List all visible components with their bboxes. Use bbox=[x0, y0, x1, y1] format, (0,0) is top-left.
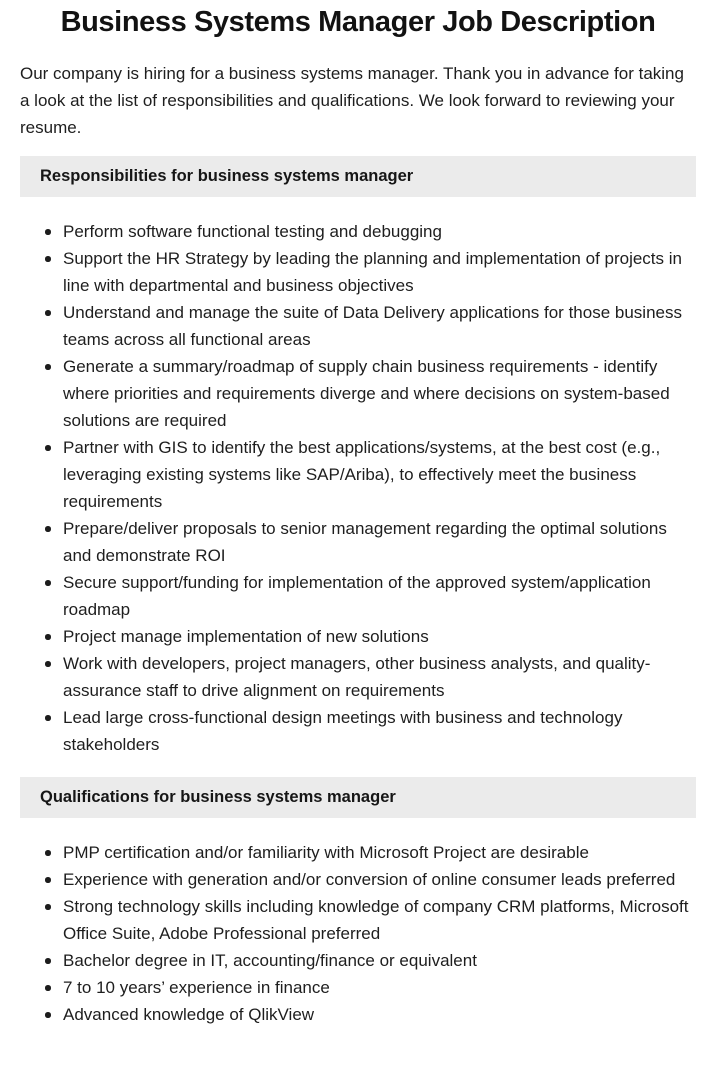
intro-paragraph: Our company is hiring for a business systems manager. Thank you in advance for taking a look at the list of responsibilities and qualifications. We look forward to reviewing your resume. bbox=[20, 64, 684, 137]
page-title: Business Systems Manager Job Description bbox=[60, 6, 656, 38]
list-item: Experience with generation and/or conversion of online consumer leads preferred bbox=[44, 866, 696, 893]
list-item: Understand and manage the suite of Data Delivery applications for those business teams across all functional areas bbox=[44, 299, 696, 353]
section-heading-responsibilities: Responsibilities for business systems manager bbox=[20, 156, 696, 197]
list-item: Lead large cross-functional design meetings with business and technology stakeholders bbox=[44, 704, 696, 758]
list-item: Bachelor degree in IT, accounting/finance or equivalent bbox=[44, 947, 696, 974]
list-item: Work with developers, project managers, other business analysts, and quality-assurance staff to drive alignment on requirements bbox=[44, 650, 696, 704]
list-item: Secure support/funding for implementation of the approved system/application roadmap bbox=[44, 569, 696, 623]
list-item: PMP certification and/or familiarity with Microsoft Project are desirable bbox=[44, 839, 696, 866]
list-item: Prepare/deliver proposals to senior management regarding the optimal solutions and demonstrate ROI bbox=[44, 515, 696, 569]
list-item: 7 to 10 years’ experience in finance bbox=[44, 974, 696, 1001]
list-item: Partner with GIS to identify the best applications/systems, at the best cost (e.g., leveraging existing systems like SAP/Ariba), to effectively meet the business requirements bbox=[44, 434, 696, 515]
list-item: Strong technology skills including knowledge of company CRM platforms, Microsoft Office Suite, Adobe Professional preferred bbox=[44, 893, 696, 947]
list-item: Perform software functional testing and debugging bbox=[44, 218, 696, 245]
list-item: Advanced knowledge of QlikView bbox=[44, 1001, 696, 1028]
responsibilities-list bbox=[20, 218, 696, 758]
list-item: Project manage implementation of new solutions bbox=[44, 623, 696, 650]
section-heading-qualifications: Qualifications for business systems manager bbox=[20, 777, 696, 818]
list-item: Support the HR Strategy by leading the planning and implementation of projects in line with departmental and business objectives bbox=[44, 245, 696, 299]
qualifications-list bbox=[20, 839, 696, 1028]
list-item: Generate a summary/roadmap of supply chain business requirements - identify where priorities and requirements diverge and where decisions on system-based solutions are required bbox=[44, 353, 696, 434]
